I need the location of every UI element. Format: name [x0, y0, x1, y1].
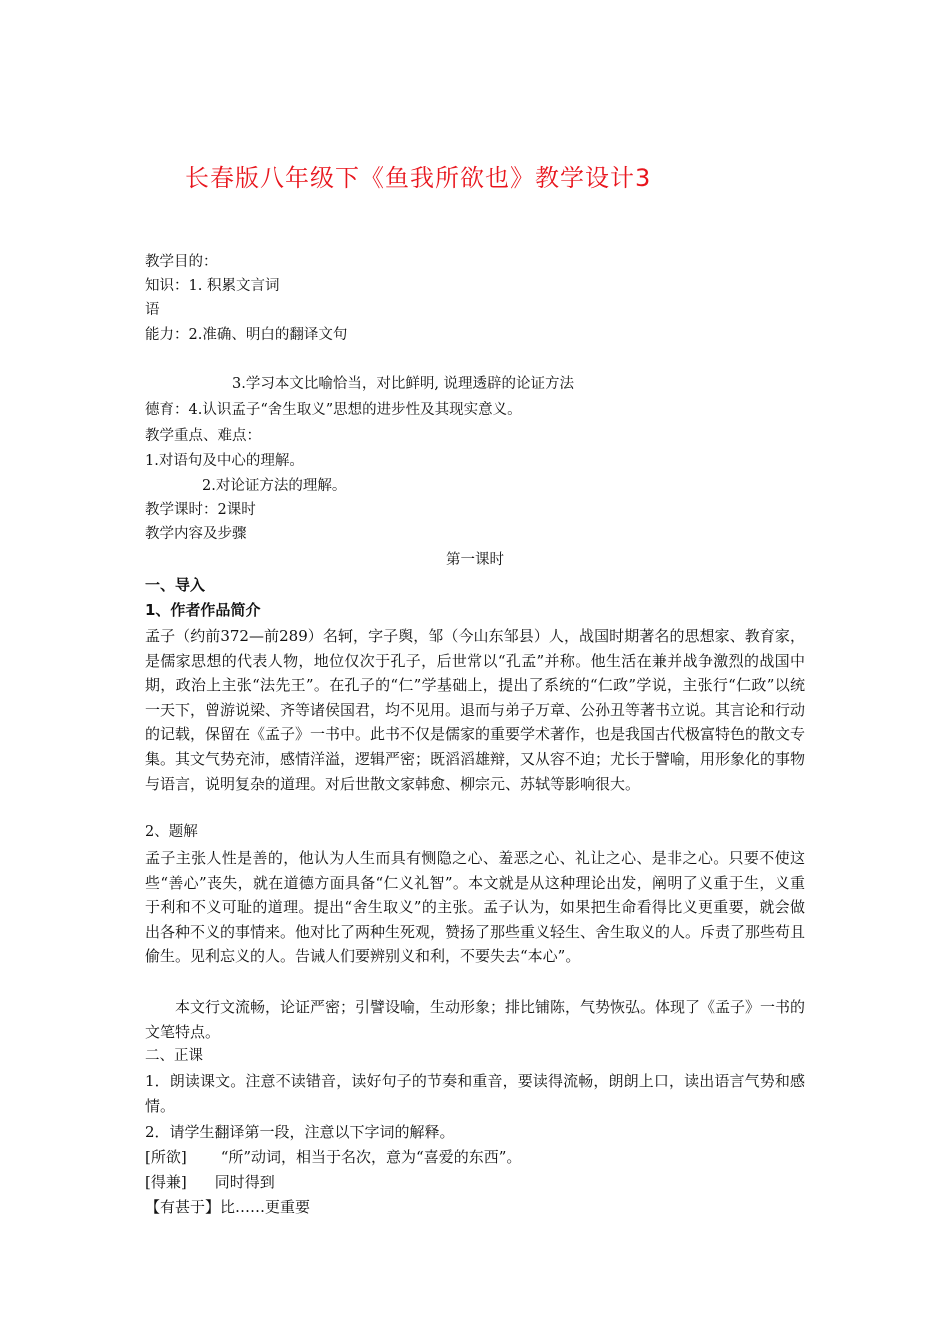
main-lesson-heading: 二、正课	[145, 1048, 203, 1064]
content-heading: 教学内容及步骤	[145, 526, 247, 542]
term-definition: “所”动词，相当于名次，意为“喜爱的东西”。	[220, 1148, 522, 1166]
topic-heading: 2、题解	[145, 824, 198, 840]
knowledge-line-cont: 语	[145, 302, 160, 318]
moral-line: 德育：4.认识孟子“舍生取义”思想的进步性及其现实意义。	[145, 402, 522, 418]
key-points-heading: 教学重点、难点：	[145, 428, 261, 444]
term-definition: 同时得到	[214, 1173, 275, 1191]
term-word: [所欲]	[145, 1148, 187, 1166]
key-point-2: 2.对论证方法的理解。	[202, 478, 347, 494]
term-definition: 比……更重要	[220, 1198, 311, 1216]
term-word: [得兼]	[145, 1173, 187, 1191]
term-word: 【有甚于】	[145, 1198, 221, 1216]
teaching-goal-heading: 教学目的：	[145, 254, 218, 270]
term-row	[145, 1197, 310, 1217]
ability-line: 能力：2.准确、明白的翻译文句	[145, 327, 348, 343]
key-point-1: 1.对语句及中心的理解。	[145, 453, 304, 469]
section-intro-heading: 一、导入	[145, 576, 206, 594]
step-2: 2．请学生翻译第一段，注意以下字词的解释。	[145, 1123, 455, 1141]
knowledge-line: 知识：1. 积累文言词	[145, 278, 280, 294]
term-row	[145, 1147, 521, 1167]
step-1: 1．朗读课文。注意不读错音，读好句子的节奏和重音，要读得流畅，朗朗上口，读出语言气势和感情。	[145, 1072, 805, 1115]
topic-paragraph: 孟子主张人性是善的，他认为人生而具有恻隐之心、羞恶之心、礼让之心、是非之心。只要不使这些“善心”丧失，就在道德方面具备“仁义礼智”。本文就是从这种理论出发，阐明了义重于生，义重于利和不义可耻的道理。提出“舍生取义”的主张。孟子认为，如果把生命看得比义更重要，就会做出各种不义的事情来。他对比了两种生死观，赞扬了那些重义轻生、舍生取义的人。斥责了那些苟且偷生。见利忘义的人。告诫人们要辨别义和利，不要失去“本心”。	[145, 849, 806, 966]
style-paragraph: 本文行文流畅，论证严密；引譬设喻，生动形象；排比铺陈，气势恢弘。体现了《孟子》一书的文笔特点。	[145, 998, 806, 1041]
author-intro-paragraph: 孟子（约前372—前289）名轲，字子舆，邹（今山东邹县）人，战国时期著名的思想家、教育家，是儒家思想的代表人物，地位仅次于孔子，后世常以“孔孟”并称。他生活在兼并战争激烈的战国中期，政治上主张“法先王”。在孔子的“仁”学基础上，提出了系统的“仁政”学说，主张行“仁政”以统一天下，曾游说梁、齐等诸侯国君，均不见用。退而与弟子万章、公孙丑等著书立说。其言论和行动的记载，保留在《孟子》一书中。此书不仅是儒家的重要学术著作，也是我国古代极富特色的散文专集。其文气势充沛，感情洋溢，逻辑严密；既滔滔雄辩，又从容不迫；尤长于譬喻，用形象化的事物与语言，说明复杂的道理。对后世散文家韩愈、柳宗元、苏轼等影响很大。	[145, 627, 806, 793]
term-row	[145, 1172, 275, 1192]
lesson-one-heading: 第一课时	[446, 552, 504, 568]
ability-item-3: 3.学习本文比喻恰当，对比鲜明, 说理透辟的论证方法	[232, 376, 575, 392]
teaching-hours: 教学课时：2课时	[145, 502, 256, 518]
page-title: 长春版八年级下《鱼我所欲也》教学设计3	[185, 164, 652, 192]
author-intro-heading: 1、作者作品简介	[145, 601, 261, 619]
